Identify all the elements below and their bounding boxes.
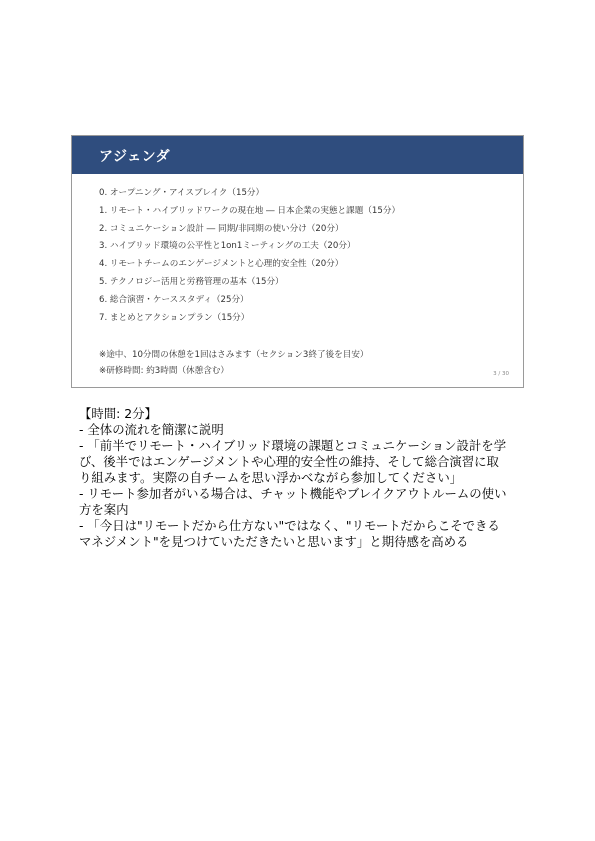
speaker-notes-line: - 「今日は"リモートだから仕方ない"ではなく、"リモートだからこそできる	[79, 518, 500, 533]
agenda-item: 5. テクノロジー活用と労務管理の基本（15分）	[99, 276, 284, 287]
speaker-notes-line: マネジメント"を見つけていただきたいと思います」と期待感を高める	[79, 534, 469, 549]
agenda-list	[99, 185, 400, 327]
slide-note: ※研修時間: 約3時間（休憩含む）	[99, 366, 230, 376]
agenda-item: 3. ハイブリッド環境の公平性と1on1ミーティングの工夫（20分）	[99, 241, 356, 252]
speaker-notes-line: - 全体の流れを簡潔に説明	[79, 422, 224, 437]
page-number: 3 / 30	[493, 371, 509, 377]
speaker-notes-line: - 「前半でリモート・ハイブリッド環境の課題とコミュニケーション設計を学	[79, 438, 507, 453]
speaker-notes	[79, 406, 524, 550]
agenda-item: 0. オープニング・アイスブレイク（15分）	[99, 188, 265, 198]
agenda-item: 1. リモート・ハイブリッドワークの現在地 ― 日本企業の実態と課題（15分）	[99, 205, 401, 216]
slide-note: ※途中、10分間の休憩を1回はさみます（セクション3終了後を目安）	[99, 350, 369, 360]
speaker-notes-line: り組みます。実際の自チームを思い浮かべながら参加してください」	[79, 470, 463, 485]
slide-title: アジェンダ	[99, 149, 171, 165]
agenda-item: 6. 総合演習・ケーススタディ（25分）	[99, 294, 249, 305]
slide-header	[72, 136, 523, 174]
agenda-item: 4. リモートチームのエンゲージメントと心理的安全性（20分）	[99, 259, 344, 270]
speaker-notes-line: 【時間: 2分】	[79, 406, 157, 421]
agenda-item: 2. コミュニケーション設計 ― 同期/非同期の使い分け（20分）	[99, 223, 344, 234]
slide	[71, 135, 524, 388]
speaker-notes-line: - リモート参加者がいる場合は、チャット機能やブレイクアウトルームの使い	[79, 486, 507, 501]
speaker-notes-line: び、後半ではエンゲージメントや心理的安全性の維持、そして総合演習に取	[79, 454, 499, 469]
agenda-item: 7. まとめとアクションプラン（15分）	[99, 312, 250, 323]
speaker-notes-line: 方を案内	[79, 502, 129, 517]
slide-notes	[99, 347, 369, 379]
